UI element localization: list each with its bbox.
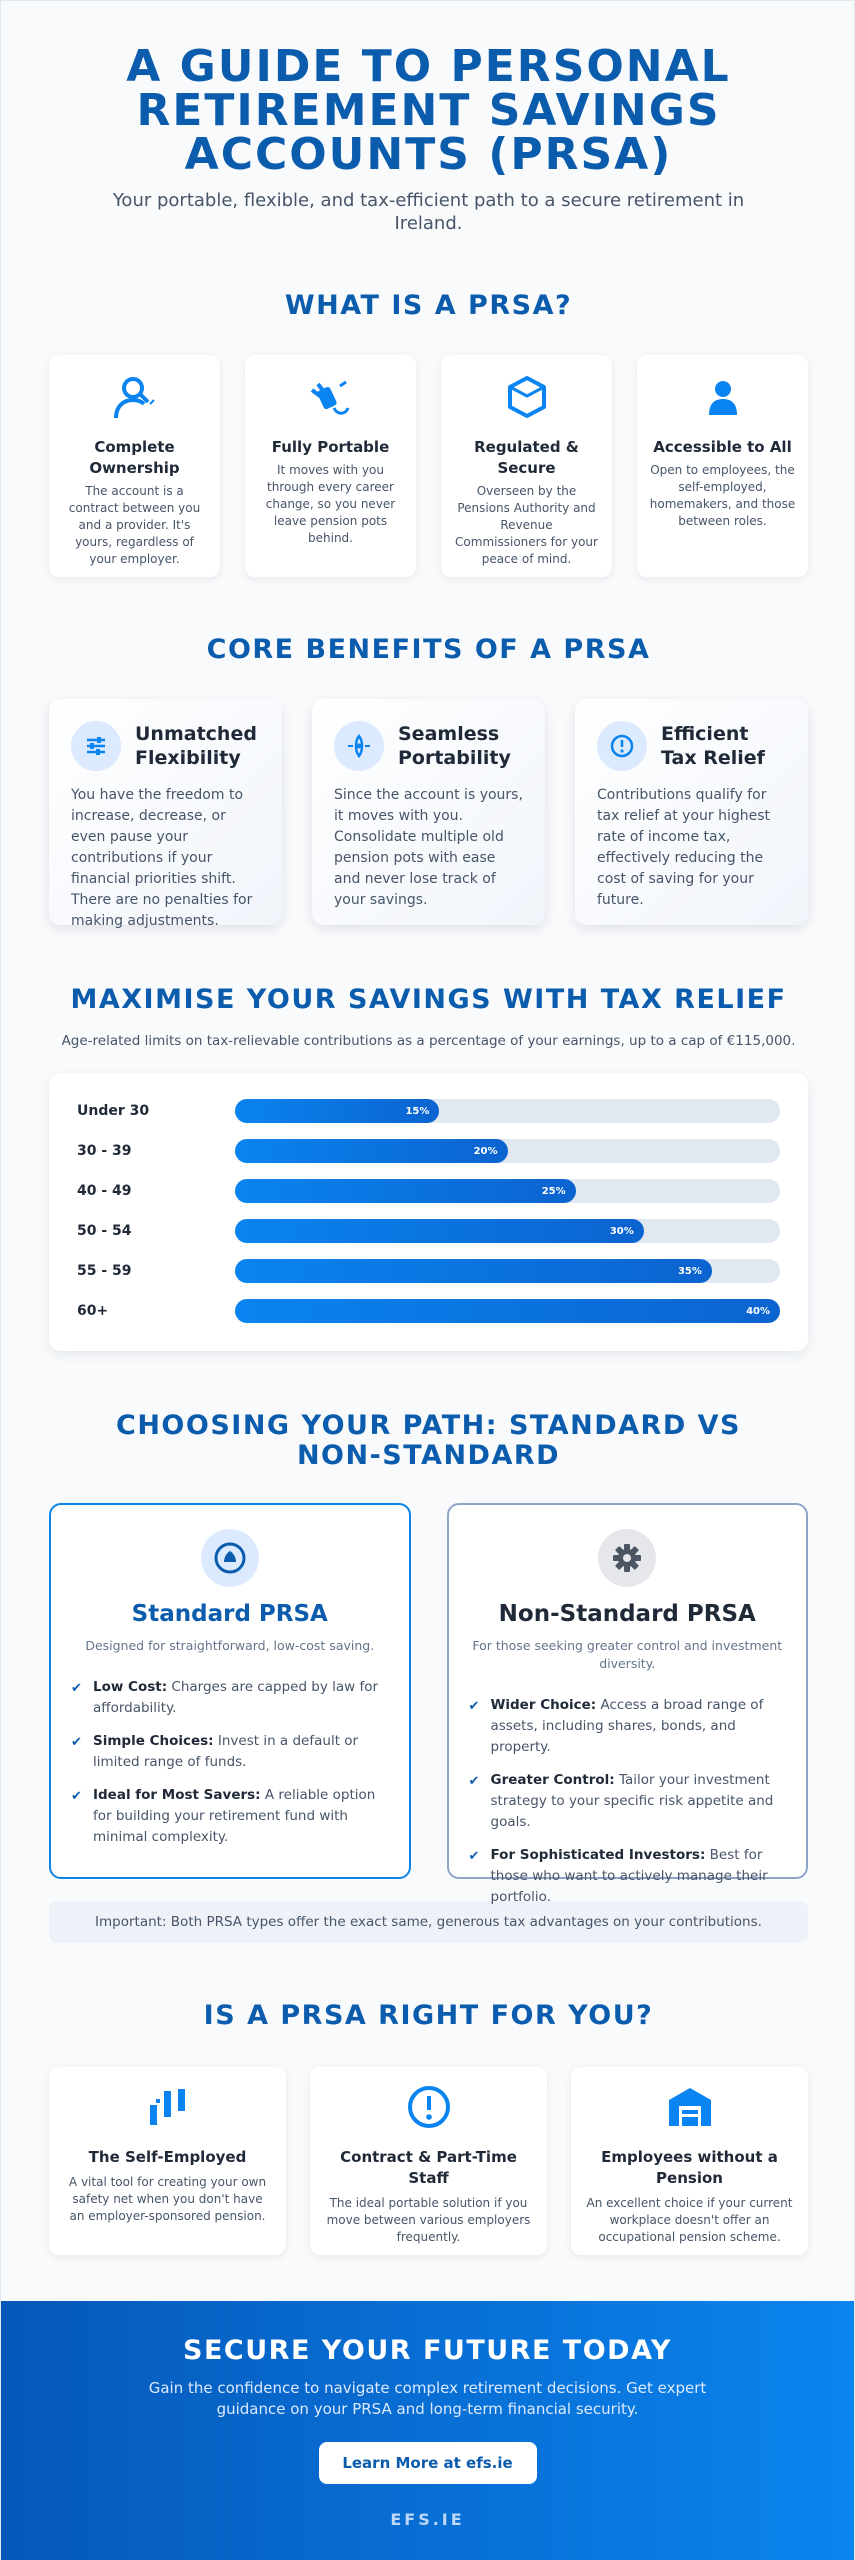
- footer-cta: [1, 2301, 854, 2560]
- chart-icon: [63, 2081, 272, 2133]
- right-card-text: An excellent choice if your current workplace doesn't offer an occupational pension scheme.: [586, 2196, 793, 2244]
- bar-row: [77, 1099, 780, 1123]
- what-card-title: Accessible to All: [653, 438, 792, 456]
- bar-track: [235, 1219, 780, 1243]
- bar: [235, 1139, 508, 1163]
- plan-tagline: For those seeking greater control and investment diversity.: [472, 1638, 783, 1671]
- page-title: A GUIDE TO PERSONAL RETIREMENT SAVINGS ACCOUNTS (PRSA): [126, 41, 731, 180]
- right-card-self-employed: [49, 2067, 286, 2255]
- check-icon: ✔: [71, 1735, 82, 1750]
- core-card-text: Since the account is yours, it moves with you. Consolidate multiple old pension pots with ease and never lose track of your savings.: [334, 787, 523, 908]
- list-item: ✔ Greater Control: Tailor your investment strategy to your specific risk appetite and goals.: [469, 1770, 787, 1833]
- what-card-title: Complete Ownership: [89, 438, 180, 477]
- bar: [235, 1219, 644, 1243]
- bar-category-label: 55 - 59: [77, 1263, 132, 1279]
- important-note: Important: Both PRSA types offer the exact same, generous tax advantages on your contributions.: [49, 1901, 808, 1943]
- bar-value-label: 25%: [541, 1185, 566, 1197]
- what-card-portable: [245, 355, 416, 577]
- right-card-text: The ideal portable solution if you move between various employers frequently.: [326, 2196, 531, 2244]
- standard-prsa-card: [49, 1503, 411, 1879]
- exclamation-circle-icon: [324, 2081, 533, 2133]
- footer-text: Gain the confidence to navigate complex retirement decisions. Get expert guidance on your PRSA and long-term financial security.: [148, 2379, 707, 2418]
- core-card-title: Efficient Tax Relief: [661, 723, 765, 769]
- hero: [49, 1, 808, 235]
- core-card-tax: [575, 699, 808, 925]
- bar-row: [77, 1139, 780, 1163]
- bar: [235, 1259, 712, 1283]
- core-card-flexibility: [49, 699, 282, 929]
- bar-row: [77, 1179, 780, 1203]
- warehouse-icon: [585, 2081, 794, 2133]
- transfer-icon: [334, 721, 384, 771]
- bar-category-label: 30 - 39: [77, 1143, 132, 1159]
- bar-category-label: Under 30: [77, 1103, 150, 1119]
- what-card-regulated: [441, 355, 612, 577]
- what-card-title: Fully Portable: [271, 438, 390, 456]
- bar-track: [235, 1179, 780, 1203]
- bar: [235, 1299, 780, 1323]
- tax-section: [49, 985, 808, 1351]
- right-card-text: A vital tool for creating your own safety net when you don't have an employer-sponsored pension.: [68, 2175, 267, 2223]
- what-section: [49, 291, 808, 577]
- tax-subtitle: Age-related limits on tax-relievable contributions as a percentage of your earnings, up to a cap of €115,000.: [61, 1033, 796, 1049]
- core-card-title: Unmatched Flexibility: [135, 723, 257, 769]
- core-card-text: You have the freedom to increase, decrease, or even pause your contributions if your financial priorities shift. There are no penalties for making adjustments.: [71, 787, 253, 929]
- what-card-ownership: [49, 355, 220, 577]
- plan-tagline: Designed for straightforward, low-cost saving.: [85, 1638, 375, 1653]
- list-item: ✔ Simple Choices: Invest in a default or limited range of funds.: [71, 1731, 389, 1773]
- tax-relief-chart: [49, 1073, 808, 1351]
- box-icon: [453, 371, 600, 423]
- bar-track: [235, 1259, 780, 1283]
- right-section: [49, 2001, 808, 2255]
- bar: [235, 1179, 576, 1203]
- tax-title: MAXIMISE YOUR SAVINGS WITH TAX RELIEF: [70, 984, 787, 1015]
- core-card-portability: [312, 699, 545, 925]
- bar: [235, 1099, 439, 1123]
- bar-row: [77, 1299, 780, 1323]
- bar-value-label: 30%: [609, 1225, 634, 1237]
- bar-track: [235, 1299, 780, 1323]
- right-card-title: Contract & Part-Time Staff: [340, 2148, 517, 2187]
- bar-row: [77, 1259, 780, 1283]
- check-icon: ✔: [468, 1849, 480, 1864]
- bar-track: [235, 1099, 780, 1123]
- brand-logo: EFS.IE: [390, 2510, 465, 2529]
- learn-more-button[interactable]: Learn More at efs.ie: [319, 2442, 537, 2484]
- what-card-text: The account is a contract between you and a provider. It's yours, regardless of your employer.: [68, 484, 201, 566]
- bar-category-label: 50 - 54: [77, 1223, 132, 1239]
- bar-value-label: 20%: [473, 1145, 498, 1157]
- bar-value-label: 15%: [405, 1105, 430, 1117]
- what-card-text: Open to employees, the self-employed, homemakers, and those between roles.: [649, 463, 796, 528]
- list-item: ✔ For Sophisticated Investors: Best for those who want to actively manage their portfolio.: [469, 1845, 787, 1908]
- core-card-text: Contributions qualify for tax relief at your highest rate of income tax, effectively reducing the cost of saving for your future.: [597, 787, 771, 908]
- bar-category-label: 40 - 49: [77, 1183, 132, 1199]
- check-icon: ✔: [468, 1774, 480, 1789]
- sliders-icon: [71, 721, 121, 771]
- check-icon: ✔: [71, 1789, 82, 1804]
- bar-track: [235, 1139, 780, 1163]
- core-section: [49, 634, 808, 929]
- gear-icon: [598, 1529, 656, 1587]
- bar-category-label: 60+: [77, 1303, 109, 1319]
- list-item: ✔ Ideal for Most Savers: A reliable option for building your retirement fund with minimal complexity.: [71, 1785, 389, 1848]
- check-icon: ✔: [468, 1699, 480, 1714]
- bar-row: [77, 1219, 780, 1243]
- user-search-icon: [61, 371, 208, 423]
- right-card-title: The Self-Employed: [88, 2148, 247, 2166]
- person-icon: [649, 371, 796, 423]
- choose-section: [49, 1411, 808, 1943]
- shield-icon: [201, 1529, 259, 1587]
- what-card-accessible: [637, 355, 808, 577]
- plan-title: Standard PRSA: [131, 1601, 328, 1627]
- check-icon: ✔: [71, 1681, 82, 1696]
- what-card-text: Overseen by the Pensions Authority and Revenue Commissioners for your peace of mind.: [455, 484, 598, 566]
- what-card-text: It moves with you through every career change, so you never leave pension pots behind.: [265, 463, 396, 545]
- right-card-employees: [571, 2067, 808, 2255]
- footer-title: SECURE YOUR FUTURE TODAY: [183, 2335, 672, 2366]
- nonstandard-prsa-card: [447, 1503, 809, 1905]
- choose-title: CHOOSING YOUR PATH: STANDARD VS NON-STANDARD: [116, 1410, 741, 1471]
- bar-value-label: 40%: [746, 1305, 770, 1317]
- core-card-title: Seamless Portability: [398, 723, 511, 769]
- what-title: WHAT IS A PRSA?: [284, 290, 573, 321]
- right-card-title: Employees without a Pension: [601, 2148, 778, 2187]
- list-item: ✔ Low Cost: Charges are capped by law for affordability.: [71, 1677, 389, 1719]
- list-item: ✔ Wider Choice: Access a broad range of assets, including shares, bonds, and property.: [469, 1695, 787, 1758]
- right-card-contract: [310, 2067, 547, 2255]
- page-subtitle: Your portable, flexible, and tax-efficient path to a secure retirement in Ireland.: [112, 190, 745, 234]
- what-card-title: Regulated & Secure: [474, 438, 579, 477]
- right-title: IS A PRSA RIGHT FOR YOU?: [203, 2000, 654, 2031]
- bar-value-label: 35%: [677, 1265, 702, 1277]
- plug-icon: [257, 371, 404, 423]
- plan-title: Non-Standard PRSA: [498, 1601, 756, 1627]
- core-title: CORE BENEFITS OF A PRSA: [206, 634, 651, 665]
- alert-circle-icon: [597, 721, 647, 771]
